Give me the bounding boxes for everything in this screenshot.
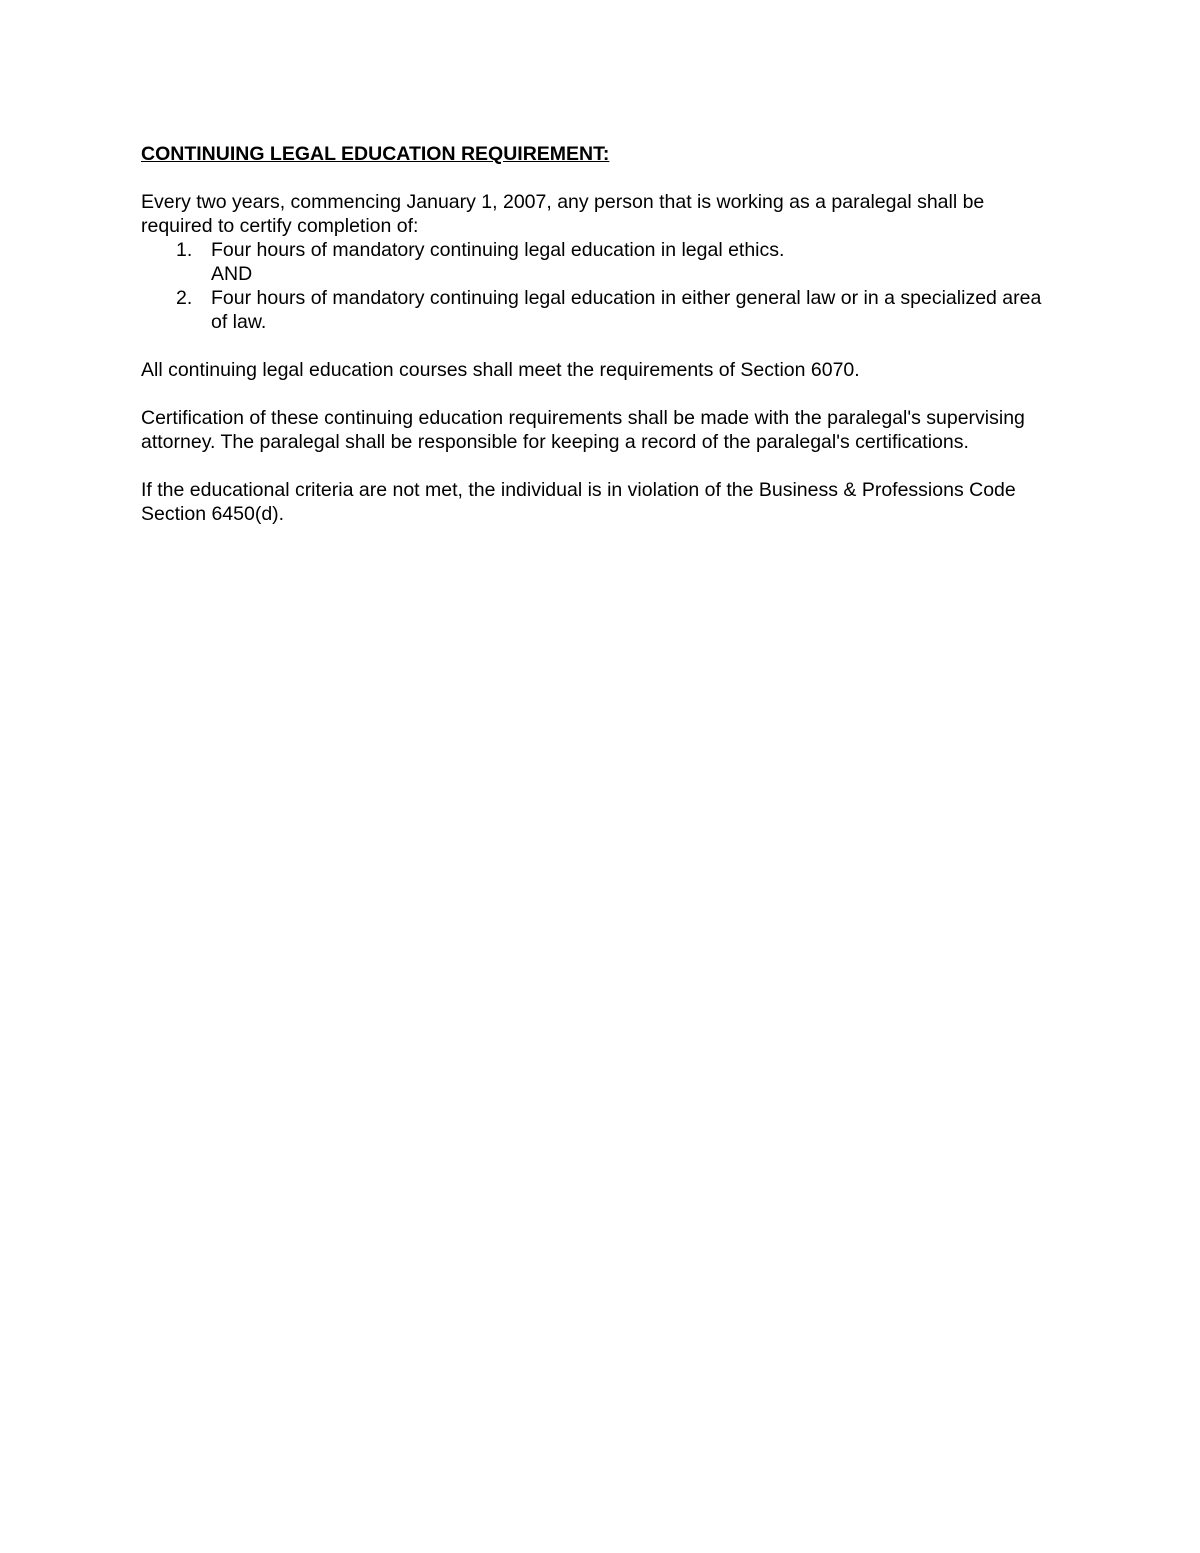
- section-6070-paragraph: All continuing legal education courses shall meet the requirements of Section 6070.: [141, 359, 860, 381]
- requirement-item-1: [141, 238, 1061, 286]
- intro-paragraph: Every two years, commencing January 1, 2007, any person that is working as a paralegal shall be required to certify completion of:: [141, 191, 985, 237]
- document-heading: CONTINUING LEGAL EDUCATION REQUIREMENT:: [141, 143, 610, 165]
- violation-paragraph: If the educational criteria are not met, the individual is in violation of the Business & Professions Code Section 6450(d).: [141, 479, 1016, 525]
- certification-paragraph: Certification of these continuing education requirements shall be made with the paralegal's supervising attorney. The paralegal shall be responsible for keeping a record of the paralegal's certifications.: [141, 407, 1025, 453]
- document-body: [141, 142, 1061, 550]
- requirement-number: 2.: [176, 287, 193, 309]
- requirement-item-2: [141, 286, 1061, 334]
- requirement-conjunction: AND: [211, 263, 253, 285]
- requirement-number: 1.: [176, 239, 193, 261]
- requirement-text: Four hours of mandatory continuing legal education in either general law or in a specialized area of law.: [211, 287, 1042, 333]
- requirement-text: Four hours of mandatory continuing legal education in legal ethics.: [211, 239, 785, 261]
- requirements-list: [141, 238, 1061, 334]
